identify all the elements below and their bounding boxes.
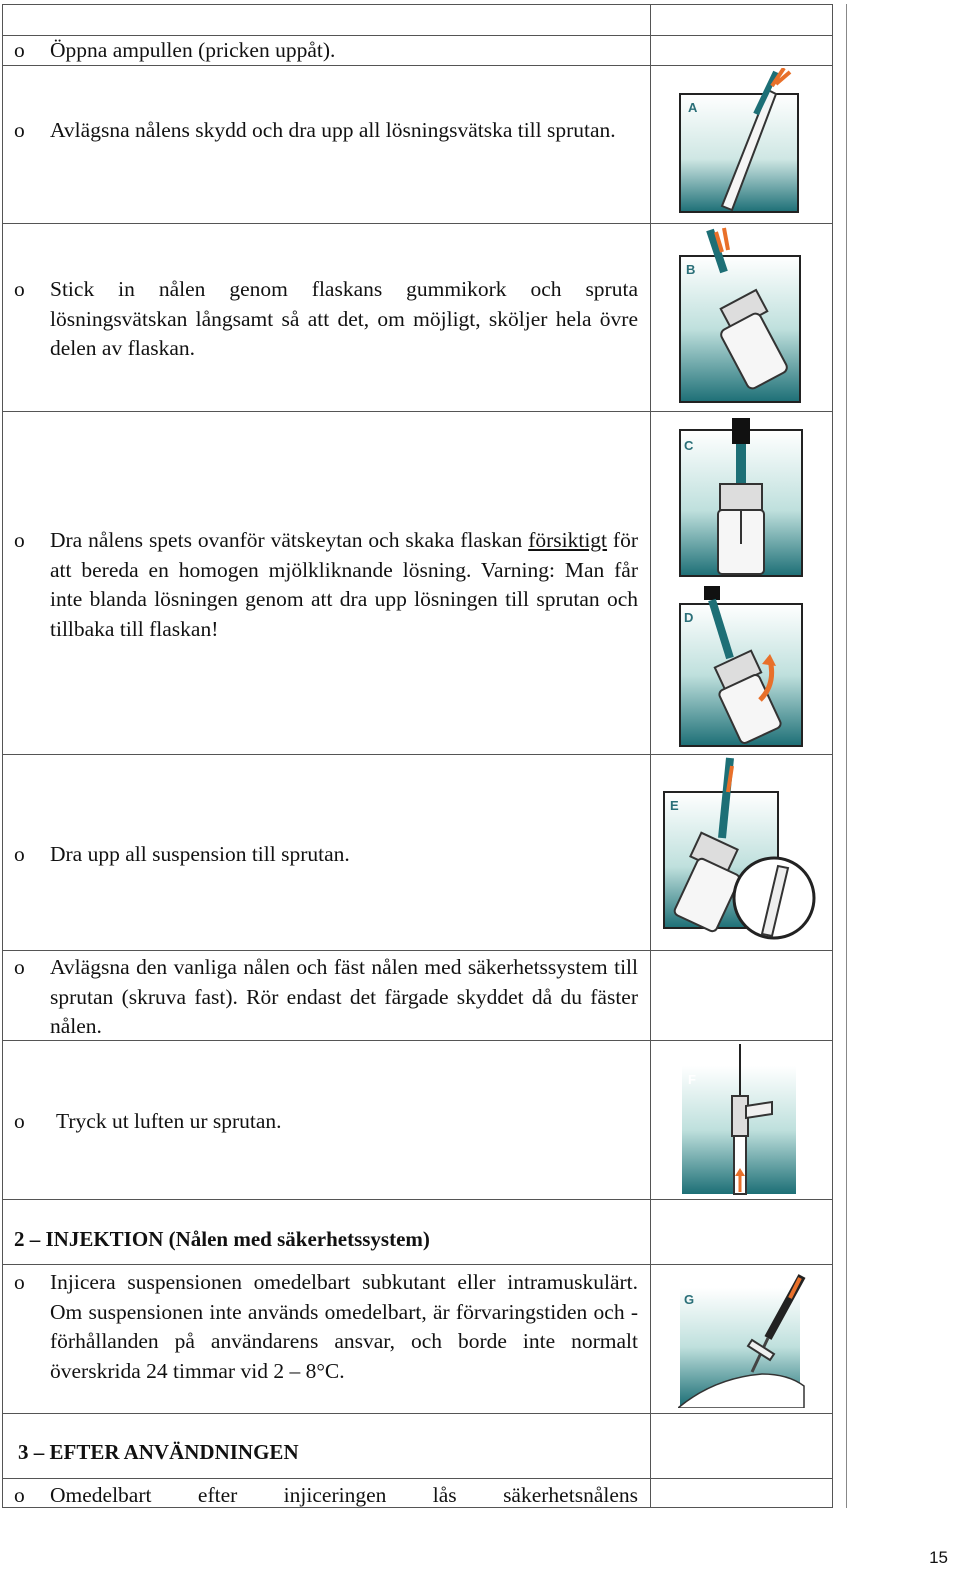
step-3-text: Stick in nålen genom flaskans gummikork och spruta lösningsvätskan långsamt så att det, om möjligt, sköljer hela övre delen av flaskan. — [50, 277, 638, 360]
row-line — [2, 223, 833, 224]
section-2-heading: 2 – INJEKTION (Nålen med säkerhetssystem) — [14, 1227, 430, 1251]
step-4 — [14, 526, 638, 644]
figure-label: A — [688, 100, 698, 115]
bullet: o — [14, 1483, 25, 1507]
emphasis-underline: försiktigt — [528, 528, 608, 552]
section-3-heading: 3 – EFTER ANVÄNDNINGEN — [18, 1440, 299, 1464]
page-number: 15 — [929, 1548, 948, 1567]
section-3-step — [14, 1481, 638, 1511]
section-2-step — [14, 1268, 638, 1386]
bullet: o — [14, 528, 25, 552]
bullet: o — [14, 842, 25, 866]
step-7 — [14, 1107, 638, 1137]
figure-label: C — [684, 438, 694, 453]
step-6-text: Avlägsna den vanliga nålen och fäst nålen med säkerhetssystem till sprutan (skruva fast). Rör endast det färgade skyddet då du fäster nålen. — [50, 955, 638, 1038]
row-line — [2, 411, 833, 412]
figure-g-inject — [678, 1274, 806, 1408]
row-line — [2, 1413, 833, 1414]
step-2 — [14, 116, 638, 146]
row-line — [2, 1264, 833, 1265]
page-margin-line — [846, 4, 847, 1508]
row-line — [2, 950, 833, 951]
bullet: o — [14, 118, 25, 142]
figure-f-expel-air — [680, 1044, 800, 1196]
figure-e-draw-suspension — [662, 756, 818, 948]
section-2-text: Injicera suspensionen omedelbart subkutant eller intramuskulärt. Om suspensionen inte används omedelbart, är förvaringstiden och -förhållanden på användarens ansvar, och borde inte normalt överskrida 24 timmar vid 2 – 8°C. — [50, 1270, 638, 1383]
step-2-text: Avlägsna nålens skydd och dra upp all lösningsvätska till sprutan. — [50, 118, 616, 142]
figure-a-syringe-ampoule — [676, 68, 802, 216]
step-3 — [14, 275, 638, 364]
table-border-left — [2, 4, 3, 1508]
step-5-text: Dra upp all suspension till sprutan. — [50, 842, 350, 866]
row-line — [2, 1478, 833, 1479]
step-1-text: Öppna ampullen (pricken uppåt). — [50, 38, 336, 62]
step-1 — [14, 36, 638, 66]
figure-label: F — [688, 1072, 696, 1087]
figure-label: E — [670, 798, 679, 813]
step-6 — [14, 953, 638, 1042]
step-4-text: Dra nålens spets ovanför vätskeytan och skaka flaskan försiktigt för att bereda en homogen mjölkliknande lösning. Varning: Man får inte blanda lösningen genom att dra upp lösningen till sprutan och tillbaka till flaskan! — [50, 528, 638, 641]
bullet: o — [14, 277, 25, 301]
bullet: o — [14, 1109, 25, 1133]
table-divider-column — [650, 4, 651, 1508]
row-line — [2, 1199, 833, 1200]
figure-label: B — [686, 262, 696, 277]
step-7-text: Tryck ut luften ur sprutan. — [56, 1109, 282, 1133]
bullet: o — [14, 1270, 25, 1294]
figure-d-shake-vial — [676, 584, 806, 750]
bullet: o — [14, 38, 25, 62]
figure-b-inject-vial — [676, 226, 804, 406]
figure-c-needle-above-liquid — [676, 414, 806, 580]
step-5 — [14, 840, 638, 870]
table-border-right — [832, 4, 833, 1508]
figure-label: G — [684, 1292, 695, 1307]
row-line — [2, 754, 833, 755]
section-3-text: Omedelbart efter injiceringen lås säkerhetsnålens — [50, 1483, 638, 1507]
row-line — [2, 4, 833, 5]
figure-label: D — [684, 610, 694, 625]
bullet: o — [14, 955, 25, 979]
